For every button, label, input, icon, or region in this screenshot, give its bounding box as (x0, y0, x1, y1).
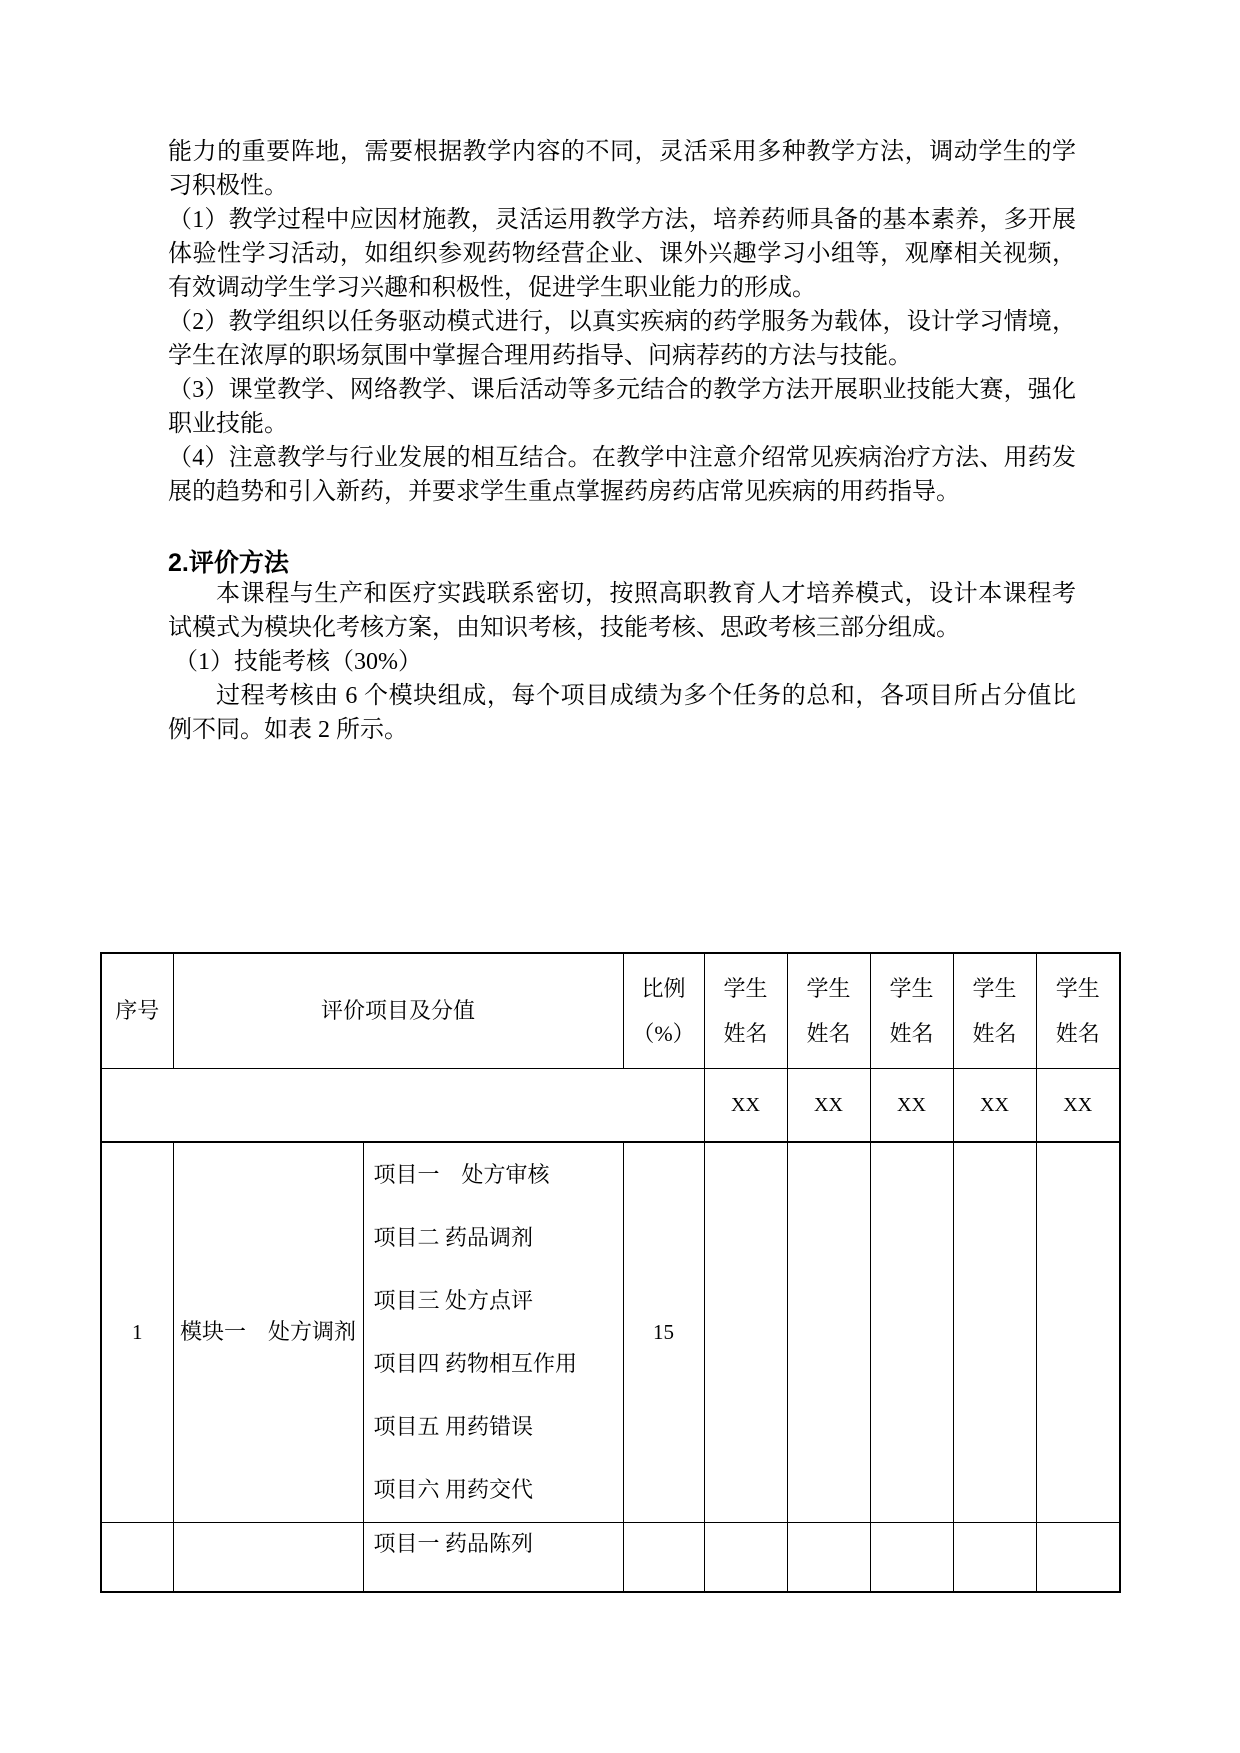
header-cell-seq: 序号 (101, 953, 173, 1068)
project-item-6: 项目六 用药交代 (373, 1476, 534, 1502)
student-label-line1: 学生 (806, 975, 851, 1001)
ratio-cell: 15 (623, 1142, 704, 1522)
ratio-label-line1: 比例 (641, 975, 686, 1001)
student-label-line2: 姓名 (723, 1020, 768, 1046)
skill-assessment-line: （1）技能考核（30%） (174, 649, 422, 675)
paragraph-course: 本课程与生产和医疗实践联系密切，按照高职教育人才培养模式，设计本课程考试模式为模块化考核方案，由知识考核，技能考核、思政考核三部分组成。 (168, 581, 1076, 641)
student-label-line1: 学生 (1055, 975, 1100, 1001)
header-cell-student-4 (953, 953, 1036, 1068)
numbered-item-3: （3）课堂教学、网络教学、课后活动等多元结合的教学方法开展职业技能大赛，强化职业技能。 (168, 377, 1076, 437)
module-cell: 模块一 处方调剂 (173, 1142, 363, 1522)
project-item-2: 项目二 药品调剂 (373, 1224, 534, 1250)
score-cell (1036, 1142, 1120, 1522)
score-cell (1036, 1522, 1120, 1592)
score-cell (953, 1522, 1036, 1592)
header-cell-item: 评价项目及分值 (173, 953, 623, 1068)
seq-cell (101, 1522, 173, 1592)
header-cell-student-3 (870, 953, 953, 1068)
student-label-line1: 学生 (889, 975, 934, 1001)
numbered-item-1: （1）教学过程中应因材施教，灵活运用教学方法，培养药师具备的基本素养，多开展体验性学习活动，如组织参观药物经营企业、课外兴趣学习小组等，观摩相关视频，有效调动学生学习兴趣和积极性，促进学生职业能力的形成。 (168, 207, 1076, 301)
student-label-line1: 学生 (972, 975, 1017, 1001)
score-cell (704, 1142, 787, 1522)
projects-cell (363, 1522, 623, 1592)
numbered-item-4: （4）注意教学与行业发展的相互结合。在教学中注意介绍常见疾病治疗方法、用药发展的趋势和引入新药，并要求学生重点掌握药房药店常见疾病的用药指导。 (168, 445, 1076, 505)
body-text (168, 135, 1076, 747)
project-item-5: 项目五 用药错误 (373, 1413, 534, 1439)
ratio-label-line2: （%） (632, 1020, 695, 1046)
student-name-cell-4: XX (953, 1068, 1036, 1142)
score-cell (704, 1522, 787, 1592)
header-cell-student-5 (1036, 953, 1120, 1068)
student-label-line2: 姓名 (806, 1020, 851, 1046)
score-cell (787, 1522, 870, 1592)
project-item-3: 项目三 处方点评 (373, 1287, 534, 1313)
paragraph-intro: 能力的重要阵地，需要根据教学内容的不同，灵活采用多种教学方法，调动学生的学习积极性。 (168, 139, 1076, 199)
student-label-line2: 姓名 (1055, 1020, 1100, 1046)
numbered-item-2: （2）教学组织以任务驱动模式进行，以真实疾病的药学服务为载体，设计学习情境，学生在浓厚的职场氛围中掌握合理用药指导、问病荐药的方法与技能。 (168, 309, 1076, 369)
project-item-1: 项目一 处方审核 (373, 1161, 550, 1187)
table-row-module-2-partial (101, 1522, 1120, 1592)
seq-cell: 1 (101, 1142, 173, 1522)
evaluation-table (100, 952, 1121, 1593)
section-heading: 2.评价方法 (168, 549, 289, 577)
student-label-line2: 姓名 (972, 1020, 1017, 1046)
projects-cell (363, 1142, 623, 1522)
student-label-line1: 学生 (723, 975, 768, 1001)
empty-merged-cell (101, 1068, 704, 1142)
header-cell-ratio (623, 953, 704, 1068)
student-name-cell-2: XX (787, 1068, 870, 1142)
numbered-items (168, 203, 1076, 509)
student-name-cell-3: XX (870, 1068, 953, 1142)
paragraph-process: 过程考核由 6 个模块组成，每个项目成绩为多个任务的总和，各项目所占分值比例不同。如表 2 所示。 (168, 683, 1076, 743)
student-name-row (101, 1068, 1120, 1142)
project-item-4: 项目四 药物相互作用 (373, 1350, 578, 1376)
student-name-cell-5: XX (1036, 1068, 1120, 1142)
score-cell (870, 1522, 953, 1592)
score-cell (870, 1142, 953, 1522)
module-cell (173, 1522, 363, 1592)
score-cell (787, 1142, 870, 1522)
header-cell-student-2 (787, 953, 870, 1068)
ratio-cell (623, 1522, 704, 1592)
student-label-line2: 姓名 (889, 1020, 934, 1046)
table-header-row (101, 953, 1120, 1068)
score-cell (953, 1142, 1036, 1522)
table-row-module-1 (101, 1142, 1120, 1522)
student-name-cell-1: XX (704, 1068, 787, 1142)
project-item-1: 项目一 药品陈列 (373, 1530, 534, 1556)
header-cell-student-1 (704, 953, 787, 1068)
